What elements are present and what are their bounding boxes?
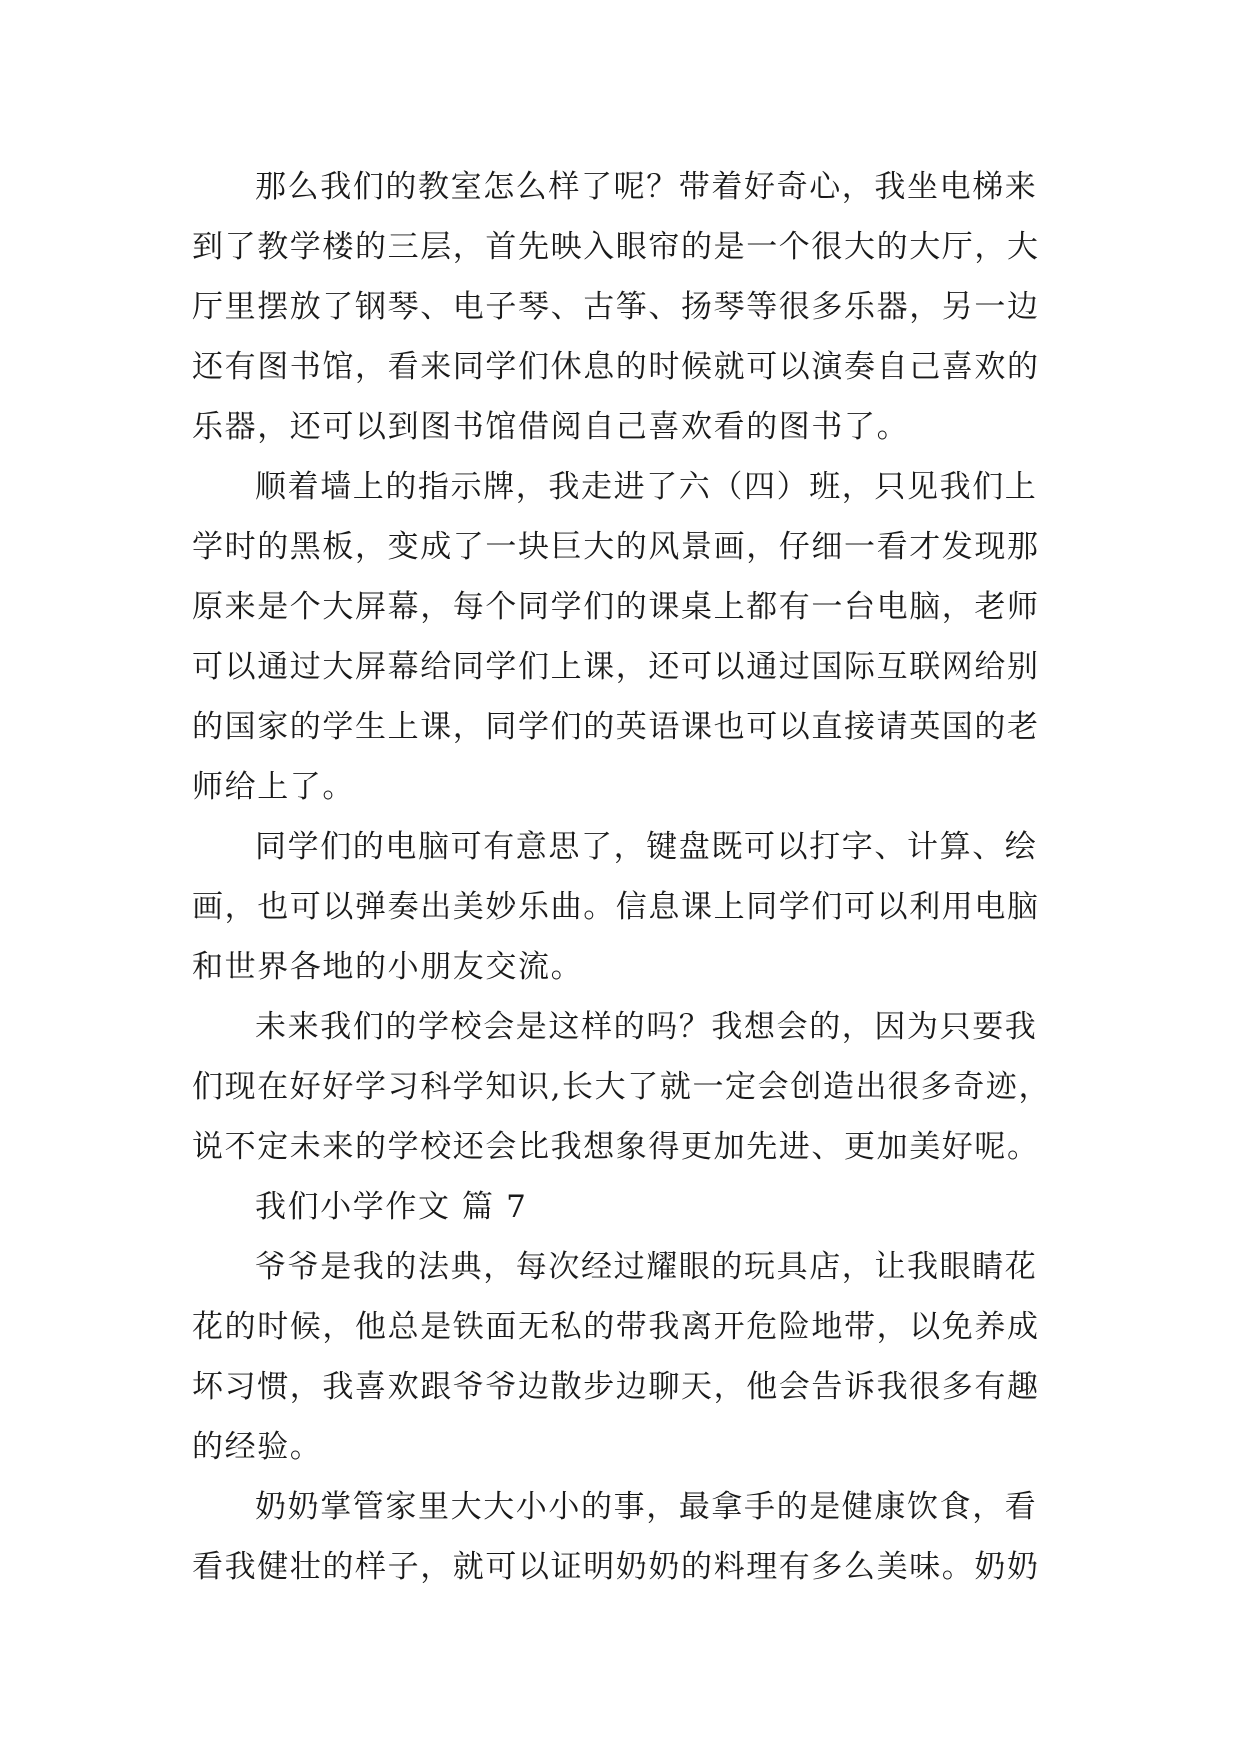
paragraph-line: 师给上了。	[192, 769, 355, 805]
paragraph-line: 奶奶掌管家里大大小小的事，最拿手的是健康饮食，看	[255, 1489, 1038, 1525]
section-heading: 我们小学作文 篇 7	[255, 1189, 528, 1225]
paragraph-line: 看我健壮的样子，就可以证明奶奶的料理有多么美味。奶奶	[192, 1549, 1040, 1585]
paragraph-line: 同学们的电脑可有意思了，键盘既可以打字、计算、绘	[255, 829, 1038, 865]
paragraph-line: 原来是个大屏幕，每个同学们的课桌上都有一台电脑，老师	[192, 589, 1040, 625]
paragraph-line: 的国家的学生上课，同学们的英语课也可以直接请英国的老	[192, 709, 1040, 745]
paragraph-line: 到了教学楼的三层，首先映入眼帘的是一个很大的大厅，大	[192, 229, 1040, 265]
paragraph-line: 和世界各地的小朋友交流。	[192, 949, 584, 985]
paragraph-line: 的经验。	[192, 1429, 323, 1465]
paragraph-line: 画，也可以弹奏出美妙乐曲。信息课上同学们可以利用电脑	[192, 889, 1040, 925]
paragraph-line: 坏习惯，我喜欢跟爷爷边散步边聊天，他会告诉我很多有趣	[192, 1369, 1040, 1405]
paragraph-line: 乐器，还可以到图书馆借阅自己喜欢看的图书了。	[192, 409, 910, 445]
paragraph-line: 花的时候，他总是铁面无私的带我离开危险地带，以免养成	[192, 1309, 1040, 1345]
paragraph-line: 厅里摆放了钢琴、电子琴、古筝、扬琴等很多乐器，另一边	[192, 289, 1040, 325]
paragraph-line: 们现在好好学习科学知识,长大了就一定会创造出很多奇迹，	[192, 1069, 1052, 1105]
paragraph-line: 那么我们的教室怎么样了呢？带着好奇心，我坐电梯来	[255, 169, 1038, 205]
paragraph-line: 还有图书馆，看来同学们休息的时候就可以演奏自己喜欢的	[192, 349, 1040, 385]
paragraph-line: 学时的黑板，变成了一块巨大的风景画，仔细一看才发现那	[192, 529, 1040, 565]
paragraph-line: 未来我们的学校会是这样的吗？我想会的，因为只要我	[255, 1009, 1038, 1045]
paragraph-line: 可以通过大屏幕给同学们上课，还可以通过国际互联网给别	[192, 649, 1040, 685]
paragraph-line: 说不定未来的学校还会比我想象得更加先进、更加美好呢。	[192, 1129, 1040, 1165]
paragraph-line: 爷爷是我的法典，每次经过耀眼的玩具店，让我眼睛花	[255, 1249, 1038, 1285]
paragraph-line: 顺着墙上的指示牌，我走进了六（四）班，只见我们上	[255, 469, 1038, 505]
